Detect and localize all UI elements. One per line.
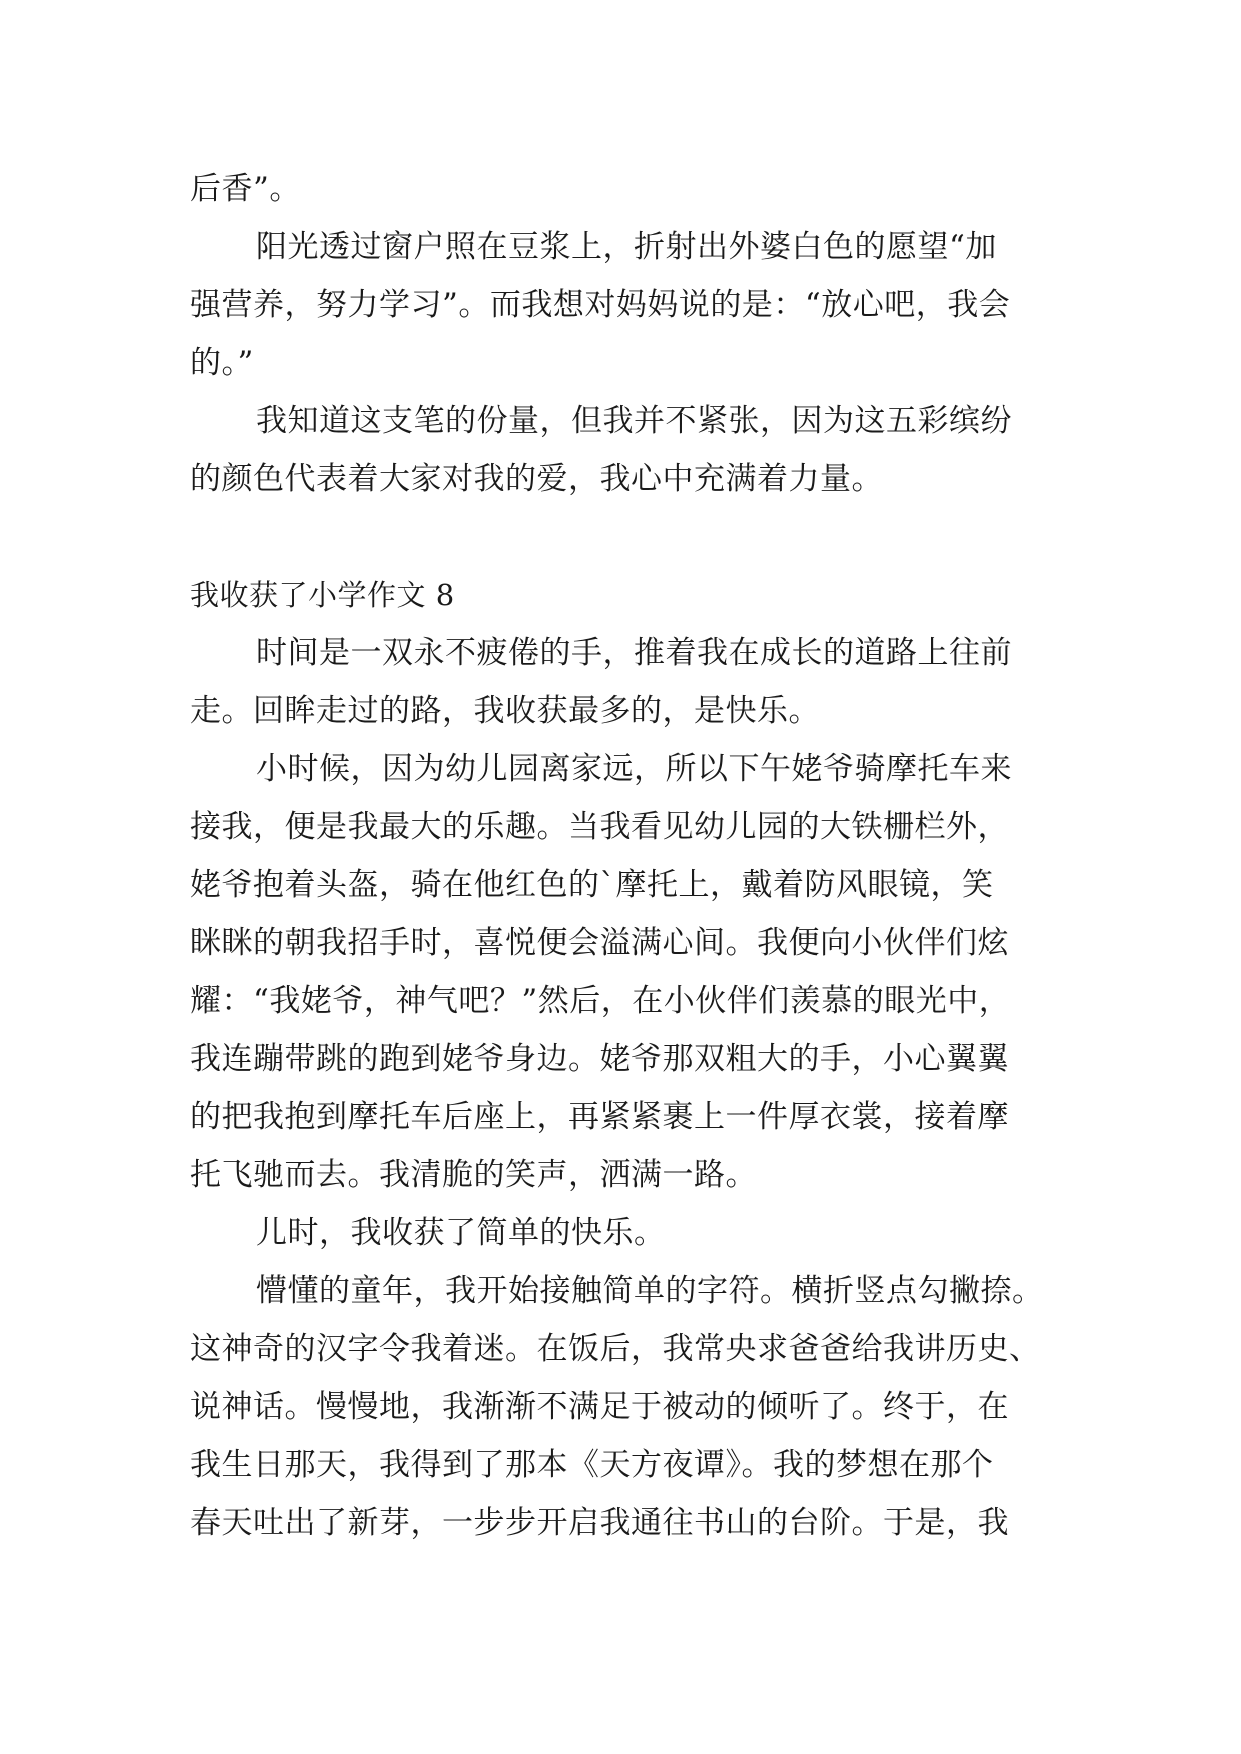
paragraph-line: 我知道这支笔的份量，但我并不紧张，因为这五彩缤纷 xyxy=(256,403,1012,439)
paragraph-line: 走。回眸走过的路，我收获最多的，是快乐。 xyxy=(190,693,820,729)
paragraph-line: 强营养，努力学习”。而我想对妈妈说的是：“放心吧，我会 xyxy=(190,287,1011,323)
paragraph-line: 的颜色代表着大家对我的爱，我心中充满着力量。 xyxy=(190,461,883,497)
paragraph-line: 耀：“我姥爷，神气吧？”然后，在小伙伴们羡慕的眼光中， xyxy=(190,983,1011,1019)
paragraph-line: 后香”。 xyxy=(190,171,301,207)
paragraph-line: 姥爷抱着头盔，骑在他红色的`摩托上，戴着防风眼镜，笑 xyxy=(190,867,994,903)
paragraph-line: 时间是一双永不疲倦的手，推着我在成长的道路上往前 xyxy=(256,635,1012,671)
paragraph-line: 我生日那天，我得到了那本《天方夜谭》。我的梦想在那个 xyxy=(190,1447,994,1483)
paragraph-line: 眯眯的朝我招手时，喜悦便会溢满心间。我便向小伙伴们炫 xyxy=(190,925,1009,961)
paragraph-line: 的把我抱到摩托车后座上，再紧紧裹上一件厚衣裳，接着摩 xyxy=(190,1099,1009,1135)
paragraph-line: 小时候，因为幼儿园离家远，所以下午姥爷骑摩托车来 xyxy=(256,751,1012,787)
section-spacer xyxy=(190,508,1050,566)
paragraph-line: 我连蹦带跳的跑到姥爷身边。姥爷那双粗大的手，小心翼翼 xyxy=(190,1041,1009,1077)
paragraph-line: 说神话。慢慢地，我渐渐不满足于被动的倾听了。终于，在 xyxy=(190,1389,1009,1425)
paragraph-line: 儿时，我收获了简单的快乐。 xyxy=(256,1215,666,1251)
paragraph-line: 接我，便是我最大的乐趣。当我看见幼儿园的大铁栅栏外， xyxy=(190,809,1009,845)
document-body xyxy=(190,160,1050,1552)
section-title: 我收获了小学作文 8 xyxy=(190,578,455,612)
paragraph-line: 这神奇的汉字令我着迷。在饭后，我常央求爸爸给我讲历史、 xyxy=(190,1331,1041,1367)
paragraph-line: 阳光透过窗户照在豆浆上，折射出外婆白色的愿望“加 xyxy=(256,229,997,265)
paragraph-line: 托飞驰而去。我清脆的笑声，洒满一路。 xyxy=(190,1157,757,1193)
paragraph-line: 懵懂的童年，我开始接触简单的字符。横折竖点勾撇捺。 xyxy=(256,1273,1044,1309)
paragraph-line: 的。” xyxy=(190,345,254,381)
paragraph-line: 春天吐出了新芽，一步步开启我通往书山的台阶。于是，我 xyxy=(190,1505,1009,1541)
